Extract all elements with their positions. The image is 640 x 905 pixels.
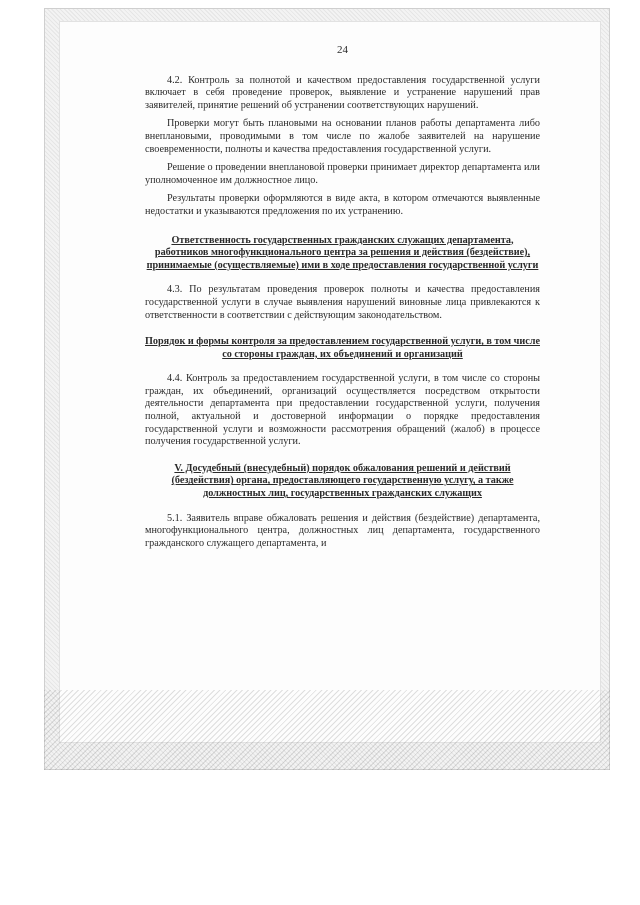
paragraph-5-1: 5.1. Заявитель вправе обжаловать решения и действия (бездействие) департамента, многофункционального центра, должностных лиц департамента, государственного гражданского служащего департамента, и bbox=[145, 512, 540, 549]
paragraph-planned-checks: Проверки могут быть плановыми на основании планов работы департамента либо внеплановыми, проводимыми в том числе по жалобе заявителей на нарушение своевременности, полноты и качества предоставления государственной услуги. bbox=[145, 118, 540, 155]
section-heading-appeal: V. Досудебный (внесудебный) порядок обжалования решений и действий (бездействия) органа, предоставляющего государственную услугу, а также должностных лиц, государственных гражданских служащих bbox=[171, 462, 514, 500]
section-heading-control-forms: Порядок и формы контроля за предоставлением государственной услуги, в том числе со стороны граждан, их объединений и организаций bbox=[145, 336, 540, 360]
section-heading-responsibility: Ответственность государственных гражданских служащих департамента, работников многофункционального центра за решения и действия (бездействие), принимаемые (осуществляемые) ими в ходе предоставления государственной услуги bbox=[146, 234, 539, 271]
page-content bbox=[145, 44, 540, 556]
paragraph-unplanned-decision: Решение о проведении внеплановой проверки принимает директор департамента или уполномоченное им должностное лицо. bbox=[145, 162, 540, 186]
paragraph-4-2: 4.2. Контроль за полнотой и качеством предоставления государственной услуги включает в себя проведение проверок, выявление и устранение нарушений прав заявителей, принятие решений об устранении соответствующих нарушений. bbox=[145, 74, 540, 111]
paragraph-4-3: 4.3. По результатам проведения проверок полноты и качества предоставления государственной услуги в случае выявления нарушений виновные лица привлекаются к ответственности в соответствии с действующим законодательством. bbox=[145, 284, 540, 321]
paragraph-4-4: 4.4. Контроль за предоставлением государственной услуги, в том числе со стороны граждан, их объединений, организаций осуществляется посредством открытости деятельности департамента при предоставлении государственной услуги, получения полной, актуальной и достоверной информации о порядке предоставления государственной услуги и возможности рассмотрения обращений (жалоб) в процессе получения государственной услуги. bbox=[145, 373, 540, 448]
scan-noise bbox=[44, 690, 610, 770]
page-number: 24 bbox=[337, 44, 348, 56]
paragraph-check-results: Результаты проверки оформляются в виде акта, в котором отмечаются выявленные недостатки и указываются предложения по их устранению. bbox=[145, 193, 540, 217]
